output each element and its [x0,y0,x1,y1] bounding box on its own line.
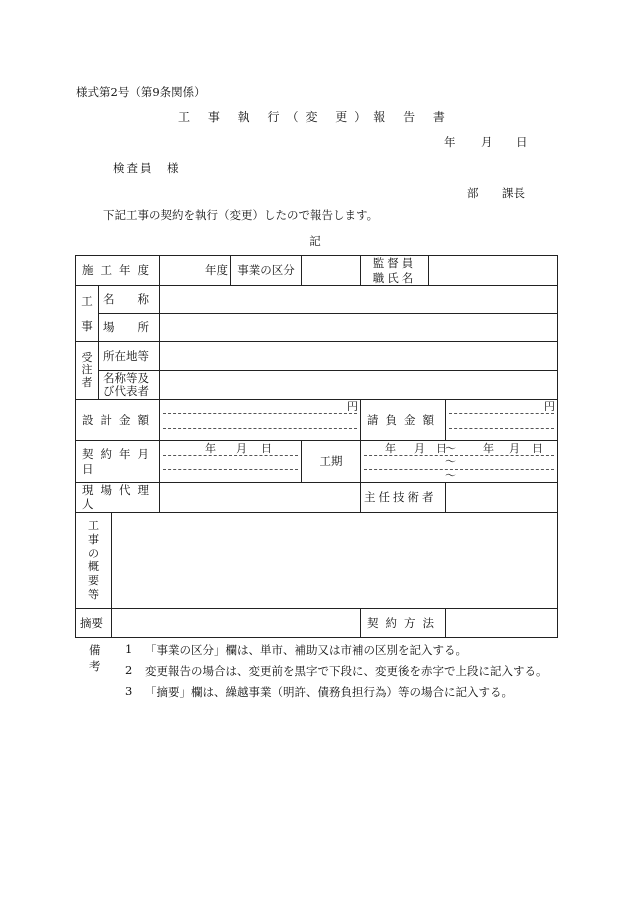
period-tilde-2: 〜 [445,454,456,468]
row-contractor-name [76,371,558,400]
period-start-month: 月 [414,441,425,455]
row-contract-date [76,441,558,483]
dept-bu: 部 [467,186,479,200]
contractor-address-field[interactable] [160,342,558,371]
contractor-char-2: 注 [81,363,93,377]
work-name-label: 名 称 [99,286,160,314]
contract-amount-field[interactable] [446,400,558,441]
category-field[interactable] [302,256,361,286]
work-name-field[interactable] [160,286,558,314]
row-work-name [76,286,558,314]
contractor-name-line2: び代表者 [103,384,149,398]
site-agent-label: 現場代理人 [76,483,160,513]
contractor-name-label [99,371,160,400]
remarks-label: 摘要 [76,608,112,637]
row-work-place [76,314,558,342]
row-remarks [76,608,558,637]
design-amount-label: 設計金額 [76,400,160,441]
overview-char-5: 要 [88,574,99,587]
date-year: 年 [444,135,456,149]
work-group-char-1: 工 [81,294,93,309]
period-field[interactable] [361,441,558,483]
contractor-name-line1: 名称等及 [103,371,149,386]
overview-field[interactable] [112,512,558,608]
contract-date-year: 年 [205,441,216,455]
fiscal-year-label: 施工年度 [76,256,160,286]
period-tilde-1: 〜 [445,441,456,455]
row-fiscal-year [76,256,558,286]
period-label: 工期 [302,441,361,483]
overview-char-1: 工 [88,519,99,532]
report-form-table [75,255,558,638]
form-number: 様式第2号（第9条関係） [76,85,206,99]
intro-text: 下記工事の契約を執行（変更）したので報告します。 [103,208,379,222]
contractor-group-label [76,342,99,400]
ki-mark: 記 [309,234,321,248]
overview-char-6: 等 [88,587,99,601]
period-start-day: 日 [436,441,447,455]
work-group-char-2: 事 [81,318,93,333]
contractor-char-3: 者 [81,375,93,389]
contract-method-field[interactable] [446,608,558,637]
overview-char-2: 事 [88,532,99,546]
period-start-year: 年 [385,441,396,455]
overview-char-4: 概 [88,560,99,574]
fiscal-year-field[interactable]: 年度 [160,256,231,286]
notes-label: 備考 [89,643,101,673]
work-group-label [76,286,99,342]
date-month: 月 [481,135,493,149]
remarks-field[interactable] [112,608,361,637]
period-end-month: 月 [509,441,520,455]
contract-date-day: 日 [261,441,272,455]
chief-engineer-field[interactable] [446,483,558,513]
contract-yen-unit: 円 [544,400,555,413]
inspector-field[interactable] [429,256,558,286]
contractor-address-label: 所在地等 [99,342,160,371]
dept-kacho: 課長 [502,186,525,200]
work-place-field[interactable] [160,314,558,342]
addressee: 検査員 様 [113,161,181,175]
overview-char-3: の [88,546,99,560]
note-2-number: 2 [125,663,133,677]
design-yen-unit: 円 [347,400,358,413]
note-1-number: 1 [125,642,133,656]
inspector-label-line2: 職氏名 [372,270,417,285]
contract-amount-label: 請負金額 [361,400,446,441]
contract-date-label: 契約年月日 [76,441,160,483]
note-1-text: 「事業の区分」欄は、単市、補助又は市補の区別を記入する。 [145,643,467,657]
row-contractor-address [76,342,558,371]
contractor-char-1: 受 [81,350,93,364]
note-2-text: 変更報告の場合は、変更前を黒字で下段に、変更後を赤字で上段に記入する。 [145,664,548,678]
row-amounts [76,400,558,441]
chief-engineer-label: 主任技術者 [361,483,446,513]
document-title: 工 事 執 行（変 更）報 告 書 [178,110,452,124]
contract-date-field[interactable] [160,441,302,483]
period-end-year: 年 [483,441,494,455]
contractor-name-field[interactable] [160,371,558,400]
inspector-label [361,256,429,286]
site-agent-field[interactable] [160,483,361,513]
period-tilde-3: 〜 [445,468,456,482]
overview-label [76,512,112,608]
contract-date-month: 月 [236,441,247,455]
row-overview [76,512,558,608]
date-day: 日 [516,135,528,149]
contract-method-label: 契約方法 [361,608,446,637]
note-3-text: 「摘要」欄は、繰越事業（明許、債務負担行為）等の場合に記入する。 [145,685,513,699]
row-agents [76,483,558,513]
note-3-number: 3 [125,684,133,698]
design-amount-field[interactable] [160,400,361,441]
inspector-label-line1: 監督員 [372,256,417,271]
work-place-label: 場 所 [99,314,160,342]
period-end-day: 日 [532,441,543,455]
category-label: 事業の区分 [231,256,302,286]
